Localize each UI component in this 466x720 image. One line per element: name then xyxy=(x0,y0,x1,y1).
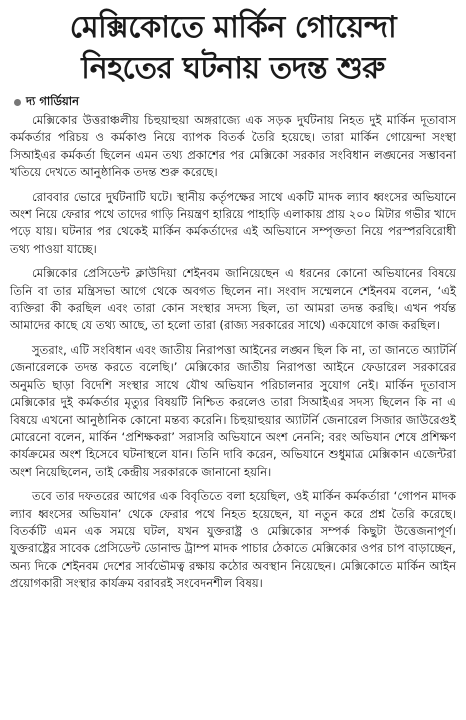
paragraph-5: তবে তার দফতরের আগের এক বিবৃতিতে বলা হয়েছিল, ওই মার্কিন কর্মকর্তারা ‘গোপন মাদক ল্যাব ধ্বংসের অভিযান’ থেকে ফেরার পথে নিহত হয়েছেন, যা নতুন করে প্রশ্ন তৈরি করেছে। বিতর্কটি এমন এক সময়ে ঘটল, যখন যুক্তরাষ্ট্র ও মেক্সিকোর সম্পর্ক কিছুটা উত্তেজনাপূর্ণ। যুক্তরাষ্ট্রের সাবেক প্রেসিডেন্ট ডোনাল্ড ট্রাম্প মাদক পাচার ঠেকাতে মেক্সিকোর ওপর চাপ বাড়াচ্ছেন, অন্য দিকে শেইনবম দেশের সার্বভৌমত্ব রক্ষায় কঠোর অবস্থান নিয়েছেন। মেক্সিকোতে মার্কিন আইন প্রয়োগকারী সংস্থার কার্যক্রম বরাবরই সংবেদনশীল বিষয়। xyxy=(10,489,456,591)
source-credit xyxy=(14,94,456,110)
paragraph-1: মেক্সিকোর উত্তরাঞ্চলীয় চিহুয়াহুয়া অঙ্গরাজ্যে এক সড়ক দুর্ঘটনায় নিহত দুই মার্কিন দূতাবাস কর্মকর্তার পরিচয় ও কর্মকাণ্ড নিয়ে ব্যাপক বিতর্ক তৈরি হয়েছে। তারা মার্কিন গোয়েন্দা সংস্থা সিআইএর কর্মকর্তা ছিলেন এমন তথ্য প্রকাশের পর মেক্সিকো সরকার সংবিধান লঙ্ঘনের সম্ভাবনা খতিয়ে দেখতে আনুষ্ঠানিক তদন্ত শুরু করেছে। xyxy=(10,113,456,180)
paragraph-4: সুতরাং, এটি সংবিধান এবং জাতীয় নিরাপত্তা আইনের লঙ্ঘন ছিল কি না, তা জানতে অ্যাটর্নি জেনারেলকে তদন্ত করতে বলেছি।’ মেক্সিকোর জাতীয় নিরাপত্তা আইনে ফেডারেল সরকারের অনুমতি ছাড়া বিদেশি সংস্থার সাথে যৌথ অভিযান পরিচালনার সুযোগ নেই। মার্কিন দূতাবাস মেক্সিকোর দুই কর্মকর্তার মৃত্যুর বিষয়টি নিশ্চিত করলেও তারা সিআইএর সদস্য ছিলেন কি না এ বিষয়ে এখনো আনুষ্ঠানিক কোনো মন্তব্য করেনি। চিহুয়াহুয়ার অ্যাটর্নি জেনারেল সিজার জাউরেগুই মোরেনো বলেন, মার্কিন ‘প্রশিক্ষকরা’ সরাসরি অভিযানে অংশ নেননি; বরং অভিযান শেষে প্রশিক্ষণ কার্যক্রমের অংশ হিসেবে ঘটনাস্থলে যান। তিনি দাবি করেন, অভিযানে শুধুমাত্র মেক্সিকান এজেন্টরা অংশ নিয়েছিলেন, তাই কেন্দ্রীয় সরকারকে জানানো হয়নি। xyxy=(10,342,456,479)
paragraph-2: রোববার ভোরে দুর্ঘটনাটি ঘটে। স্থানীয় কর্তৃপক্ষের সাথে একটি মাদক ল্যাব ধ্বংসের অভিযানে অংশ নিয়ে ফেরার পথে তাদের গাড়ি নিয়ন্ত্রণ হারিয়ে পাহাড়ি এলাকায় প্রায় ২০০ মিটার গভীর খাদে পড়ে যায়। ঘটনার পর থেকেই মার্কিন কর্মকর্তাদের এই অভিযানে সম্পৃক্ততা নিয়ে পরস্পরবিরোধী তথ্য পাওয়া যাচ্ছে। xyxy=(10,189,456,256)
bullet-icon xyxy=(14,99,21,106)
headline xyxy=(10,8,456,90)
article-body xyxy=(10,112,456,593)
headline-line-1: মেক্সিকোতে মার্কিন গোয়েন্দা xyxy=(69,10,397,45)
paragraph-3: মেক্সিকোর প্রেসিডেন্ট ক্লাউদিয়া শেইনবম জানিয়েছেন এ ধরনের কোনো অভিযানের বিষয়ে তিনি বা তার মন্ত্রিসভা আগে থেকে অবগত ছিলেন না। সংবাদ সম্মেলনে শেইনবম বলেন, ‘এই ব্যক্তিরা কী করছিল এবং তারা কোন সংস্থার সদস্য ছিল, তা আমরা তদন্ত করছি। এখন পর্যন্ত আমাদের কাছে যে তথ্য আছে, তা হলো তারা (রাজ্য সরকারের সাথে) একযোগে কাজ করছিল। xyxy=(10,266,456,333)
headline-line-2: নিহতের ঘটনায় তদন্ত শুরু xyxy=(81,51,385,86)
source-label: দ্য গার্ডিয়ান xyxy=(26,93,79,108)
